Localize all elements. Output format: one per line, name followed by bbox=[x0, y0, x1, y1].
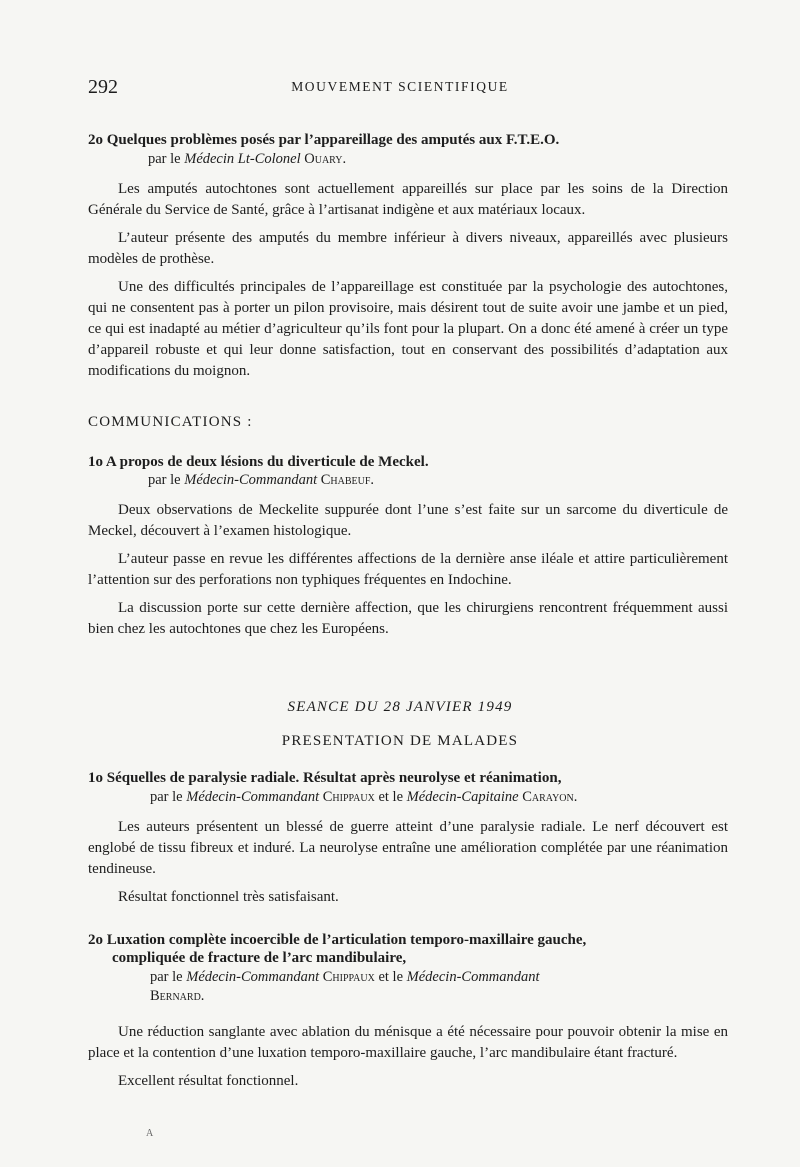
byline-title-2: Médecin-Commandant bbox=[406, 969, 540, 985]
paragraph: Deux observations de Meckelite suppurée dont l’une s’est faite sur un sarcome du diverticule de Meckel, découvert à l’examen histologique. bbox=[88, 502, 728, 539]
byline-name: Chabeuf. bbox=[320, 472, 375, 488]
paragraph: Résultat fonctionnel très satisfaisant. bbox=[118, 889, 339, 905]
paragraph: L’auteur présente des amputés du membre inférieur à divers niveaux, appareillés avec plusieurs modèles de prothèse. bbox=[88, 230, 728, 267]
item2-heading: 1o A propos de deux lésions du diverticule de Meckel. bbox=[88, 454, 429, 470]
paragraph: Excellent résultat fonctionnel. bbox=[118, 1073, 299, 1089]
paragraph: Une des difficultés principales de l’appareillage est constituée par la psychologie des autochtones, qui ne consentent pas à porter un pilon provisoire, mais désirent tout de suite avoir une jambe et un pied, ce qui est inadapté au métier d’agriculteur qu’ils font pour la plupart. On a donc été amené à créer un type d’appareil robuste et qui leur donne satisfaction, tout en conservant des possibilités d’adaptation aux modifications du moignon. bbox=[88, 279, 728, 379]
byline-name: Ouary. bbox=[304, 151, 347, 167]
item3-body bbox=[88, 817, 728, 915]
page-number: 292 bbox=[88, 76, 118, 98]
byline-name: Chippaux bbox=[322, 969, 375, 985]
byline-join: et le bbox=[378, 969, 404, 985]
presentation-heading: PRESENTATION DE MALADES bbox=[281, 733, 519, 749]
item3-byline bbox=[150, 789, 577, 806]
byline-name: Chippaux bbox=[322, 789, 375, 805]
paragraph: Les auteurs présentent un blessé de guerre atteint d’une paralysie radiale. Le nerf découvert est englobé de tissu fibreux et induré. La neurolyse entraîne une amélioration complétée par une réanimation tendineuse. bbox=[88, 819, 728, 877]
byline-prefix: par le bbox=[150, 969, 183, 985]
byline-title: Médecin Lt-Colonel bbox=[184, 151, 301, 167]
item4-byline bbox=[150, 969, 540, 986]
paragraph: Une réduction sanglante avec ablation du ménisque a été nécessaire pour pouvoir obtenir la mise en place et la contention d’une luxation temporo-maxillaire gauche, l’arc mandibulaire étant fracturé. bbox=[88, 1024, 728, 1061]
item2-body bbox=[88, 500, 728, 647]
item4-heading-line1: 2o Luxation complète incoercible de l’articulation temporo-maxillaire gauche, bbox=[88, 932, 587, 948]
item4-body bbox=[88, 1022, 728, 1099]
byline-title: Médecin-Commandant bbox=[184, 472, 318, 488]
byline-title: Médecin-Commandant bbox=[186, 789, 320, 805]
item2-byline bbox=[148, 472, 374, 489]
footer-mark: A bbox=[146, 1128, 154, 1139]
running-title: MOUVEMENT SCIENTIFIQUE bbox=[291, 79, 509, 94]
item1-byline bbox=[148, 151, 346, 168]
byline-title: Médecin-Commandant bbox=[186, 969, 320, 985]
item4-byline-name-2: Bernard. bbox=[150, 988, 205, 1004]
paragraph: La discussion porte sur cette dernière affection, que les chirurgiens rencontrent fréquemment aussi bien chez les autochtones que chez les Européens. bbox=[88, 600, 728, 637]
item1-body bbox=[88, 179, 728, 389]
paragraph: Les amputés autochtones sont actuellement appareillés sur place par les soins de la Direction Générale du Service de Santé, grâce à l’artisanat indigène et aux matériaux locaux. bbox=[88, 181, 728, 218]
byline-name-2: Carayon. bbox=[522, 789, 578, 805]
byline-title-2: Médecin-Capitaine bbox=[406, 789, 519, 805]
communications-heading: COMMUNICATIONS : bbox=[88, 414, 253, 430]
item3-heading: 1o Séquelles de paralysie radiale. Résultat après neurolyse et réanimation, bbox=[88, 770, 562, 786]
byline-prefix: par le bbox=[148, 472, 181, 488]
byline-prefix: par le bbox=[148, 151, 181, 167]
byline-prefix: par le bbox=[150, 789, 183, 805]
seance-heading: SEANCE DU 28 JANVIER 1949 bbox=[287, 699, 513, 715]
item1-heading: 2o Quelques problèmes posés par l’appareillage des amputés aux F.T.E.O. bbox=[88, 132, 560, 148]
item4-heading-line2: compliquée de fracture de l’arc mandibulaire, bbox=[112, 950, 407, 966]
paragraph: L’auteur passe en revue les différentes affections de la dernière anse iléale et attire particulièrement l’attention sur des perforations non typhiques fréquentes en Indochine. bbox=[88, 551, 728, 588]
byline-join: et le bbox=[378, 789, 404, 805]
